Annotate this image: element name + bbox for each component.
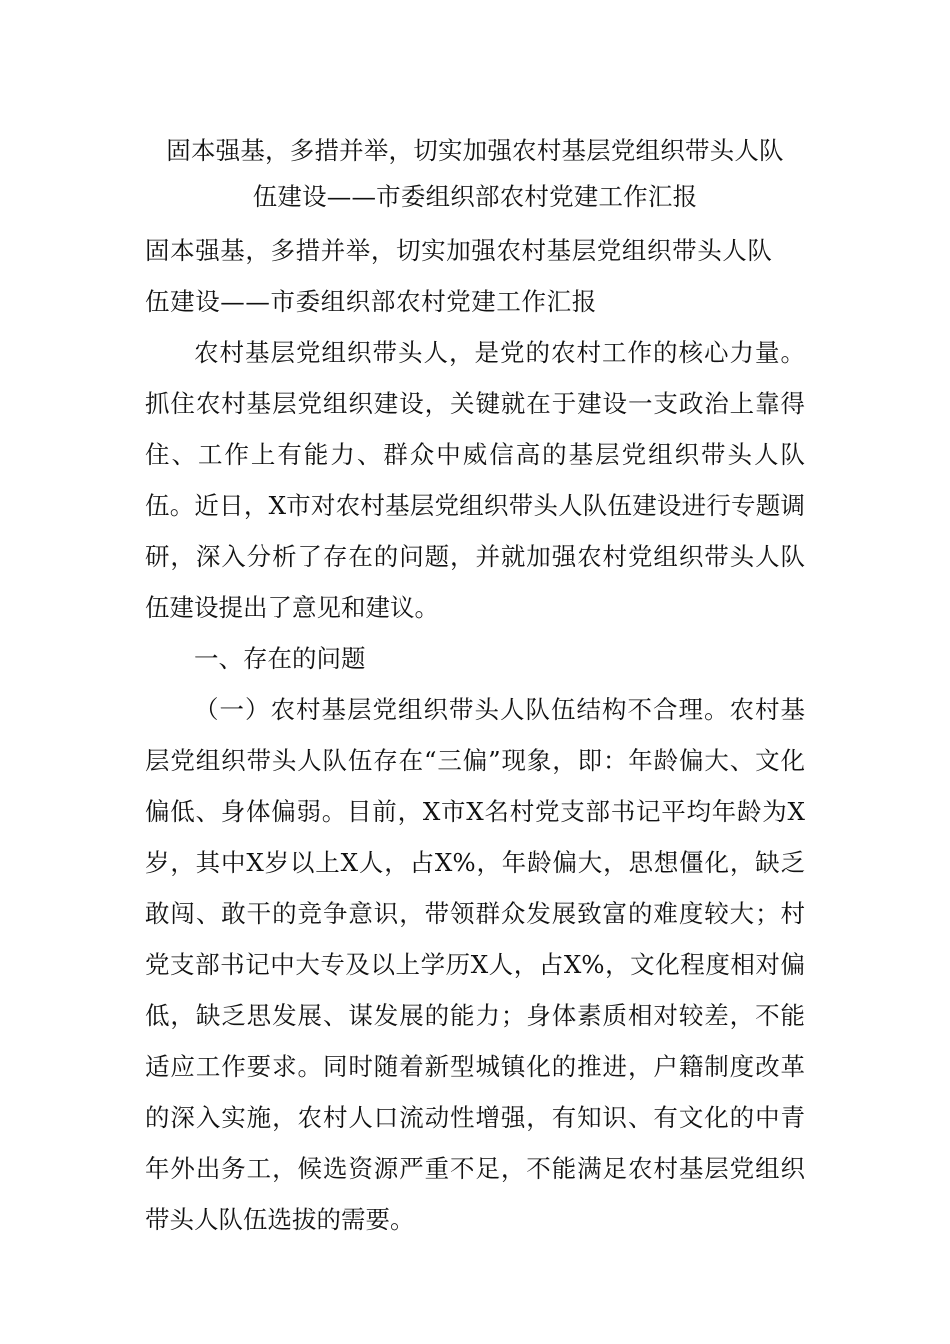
repeated-title (145, 225, 805, 327)
section-heading: 一、存在的问题 (194, 644, 366, 673)
document-title-line-2: 伍建设——市委组织部农村党建工作汇报 (252, 182, 698, 211)
repeated-title-line-1: 固本强基，多措并举，切实加强农村基层党组织带头人队 (145, 236, 773, 265)
subsection-paragraph: （一）农村基层党组织带头人队伍结构不合理。农村基层党组织带头人队伍存在“三偏”现象，即：年龄偏大、文化偏低、身体偏弱。目前，X市X名村党支部书记平均年龄为X岁，其中X岁以上X人，占X%，年龄偏大，思想僵化，缺乏敢闯、敢干的竞争意识，带领群众发展致富的难度较大；村党支部书记中大专及以上学历X人，占X%，文化程度相对偏低，缺乏思发展、谋发展的能力；身体素质相对较差，不能适应工作要求。同时随着新型城镇化的推进，户籍制度改革的深入实施，农村人口流动性增强，有知识、有文化的中青年外出务工，候选资源严重不足，不能满足农村基层党组织带头人队伍选拔的需要。 (145, 695, 805, 1234)
repeated-title-line-2: 伍建设——市委组织部农村党建工作汇报 (145, 287, 597, 316)
document-page (145, 128, 805, 1245)
document-title-line-1: 固本强基，多措并举，切实加强农村基层党组织带头人队 (166, 136, 784, 165)
intro-paragraph: 农村基层党组织带头人，是党的农村工作的核心力量。抓住农村基层党组织建设，关键就在于建设一支政治上靠得住、工作上有能力、群众中威信高的基层党组织带头人队伍。近日，X市对农村基层党组织带头人队伍建设进行专题调研，深入分析了存在的问题，并就加强农村党组织带头人队伍建设提出了意见和建议。 (145, 338, 805, 622)
